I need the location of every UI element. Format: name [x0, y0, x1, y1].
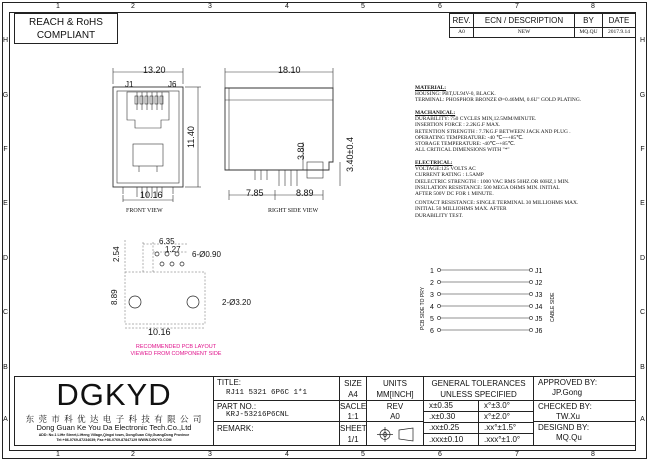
wiring-right-pin: J4 [535, 304, 543, 311]
material-line: TERMINAL: PHOSPHOR BRONZE Ø=0.46MM, 0.6U" GOLD PLATING. [415, 97, 582, 104]
pcb-635-label: 6.35 [159, 237, 175, 246]
approved-label: APPROVED BY: [538, 378, 598, 387]
wiring-left-pin: 6 [430, 328, 434, 335]
mechanical-line: RETENTION STRENGTH : 7.7KG.F BETWEEN JACK AND PLUG . [415, 128, 571, 135]
side-tab-label: 3.40±0.4 [345, 137, 355, 172]
pcb-peg-label: 2-Ø3.20 [222, 298, 251, 307]
side-dim-b-label: 8.89 [296, 188, 314, 198]
mechanical-line: STORAGE TEMPERATURE: -40℃--+85℃. [415, 141, 516, 148]
tolerance-angular: .xxx°±1.0° [478, 433, 534, 446]
side-view-caption: RIGHT SIDE VIEW [268, 208, 319, 214]
part-value: KRJ-53216P6CNL [226, 411, 290, 419]
sheet-value: 1/1 [347, 435, 359, 444]
rev-header: REV. [449, 13, 474, 28]
electrical-line: DURABILITY TEST. [415, 212, 463, 219]
size-cell [339, 376, 367, 401]
checked-cell [533, 400, 636, 422]
ecn-value: NEW [473, 27, 575, 38]
tolerance-angular: x°±2.0° [478, 411, 534, 423]
projection-symbol-icon [367, 422, 425, 447]
wiring-left-pins [430, 266, 434, 338]
wiring-right-label: CABLE SIDE [550, 292, 556, 322]
pcb-254-label: 2.54 [112, 246, 121, 262]
side-height-label: 3.80 [296, 142, 306, 160]
zone-row-label: A [640, 416, 645, 423]
zone-col-label: 6 [438, 3, 442, 10]
size-value: A4 [348, 390, 358, 399]
zone-col-label: 4 [285, 451, 289, 458]
remark-label: REMARK: [217, 424, 254, 433]
sheet-cell [339, 421, 367, 446]
rev-value: A0 [449, 27, 474, 38]
electrical-line: VOLTAGE:125 VOLTS AC [415, 166, 476, 173]
tolerance-linear: .xxx±0.10 [423, 433, 479, 446]
pcb-caption-line1: RECOMMENDED PCB LAYOUT [135, 344, 217, 350]
zone-row-label: C [639, 309, 646, 316]
wiring-right-pins [535, 266, 542, 338]
size-label: SIZE [344, 379, 362, 388]
compliance-box [14, 13, 118, 44]
approved-cell [533, 376, 636, 401]
zone-row-label: D [2, 255, 9, 262]
compliance-line1: REACH & RoHS [29, 17, 103, 28]
part-cell [213, 400, 340, 422]
title-value: RJ11 5321 6P6C 1*1 [226, 389, 308, 397]
wiring-left-pin: 3 [430, 292, 434, 299]
remark-cell [213, 421, 340, 446]
zone-row-label: E [640, 200, 645, 207]
by-value: MQ.QU [574, 27, 603, 38]
mechanical-line: OPERATING TEMPERATURE: -40 ℃---+85℃. [415, 134, 524, 141]
rev-label: REV [386, 402, 404, 411]
front-bottom-label: 10.16 [140, 190, 163, 200]
zone-row-label: C [2, 309, 9, 316]
front-width-label: 13.20 [143, 65, 166, 75]
electrical-line: INSULATION RESISTANCE: 500 MEGA OHMS MIN. INITIAL [415, 184, 560, 191]
zone-row-label: A [3, 416, 8, 423]
company-contact: Tel:+86-0769-87234639; Fax:+86-0769-87847129 WWW.DGKYD.COM [56, 438, 172, 442]
mechanical-spec [415, 110, 571, 153]
electrical-line: AFTER 500V DC FOR 1 MINUTE. [415, 191, 494, 198]
units-label: UNITS [383, 379, 407, 388]
side-dim-a-label: 7.85 [246, 188, 264, 198]
wiring-left-pin: 2 [430, 280, 434, 287]
zone-col-label: 1 [56, 3, 60, 10]
zone-row-label: G [2, 92, 9, 99]
tolerance-linear: .xx±0.25 [423, 422, 479, 434]
zone-col-label: 7 [515, 3, 519, 10]
pcb-caption-line2: VIEWED FROM COMPONENT SIDE [130, 350, 222, 357]
tolerance-header [423, 376, 534, 401]
zone-row-label: D [639, 255, 646, 262]
title-label: TITLE: [217, 378, 242, 387]
wiring-left-pin: 4 [430, 304, 434, 311]
wiring-left-pin: 5 [430, 316, 434, 323]
side-view-drawing [215, 62, 355, 212]
date-header: DATE [602, 13, 636, 28]
zone-row-label: H [2, 37, 9, 44]
title-cell [213, 376, 340, 401]
electrical-spec [415, 160, 578, 219]
approved-value: JP.Gong [552, 388, 583, 397]
zone-col-label: 5 [361, 3, 365, 10]
checked-value: TW.Xu [556, 412, 581, 421]
wiring-left-pin: 1 [430, 268, 434, 275]
rev-value: A0 [390, 412, 400, 421]
side-length-label: 18.10 [278, 65, 301, 75]
company-address: ADD: No.1 LiHe Street,LiHeng Village,Qingxi town, DongGuan City,GuangDong Province [38, 433, 190, 437]
designed-value: MQ.Qu [556, 433, 582, 442]
date-value: 2017.9.14 [602, 27, 636, 38]
wiring-left-label: PCB SIDE TO PRY [420, 286, 426, 330]
wiring-right-pin: J6 [535, 328, 543, 335]
zone-col-label: 6 [438, 451, 442, 458]
mechanical-line: INSERTION FORCE : 2.2KG.F MAX. [415, 122, 501, 129]
by-header: BY [574, 13, 603, 28]
wiring-right-pin: J1 [535, 268, 543, 275]
pcb-width-label: 10.16 [148, 327, 171, 337]
mechanical-title: MACHANICAL: [415, 110, 456, 116]
zone-col-label: 3 [208, 3, 212, 10]
mechanical-line: DURABILITY: 750 CYCLES MIN,12.5MM/MINUTE. [415, 116, 537, 123]
zone-col-label: 3 [208, 451, 212, 458]
front-pin-left-label: J1 [125, 80, 134, 89]
zone-row-label: F [640, 146, 645, 153]
projection-cell [366, 421, 424, 446]
zone-col-label: 8 [591, 3, 595, 10]
mechanical-line: ALL CRITICAL DIMENSIONS WITH "*" [415, 147, 510, 154]
electrical-line: CURRENT RATING : 1.5AMP [415, 172, 484, 179]
zone-col-label: 1 [56, 451, 60, 458]
scale-value: 1:1 [347, 412, 359, 421]
tolerance-linear: x±0.35 [423, 400, 479, 412]
front-view-caption: FRONT VIEW [126, 208, 163, 214]
units-value: MM[INCH] [376, 390, 414, 399]
pcb-caption [116, 344, 236, 357]
front-height-label: 11.40 [186, 126, 196, 148]
zone-col-label: 5 [361, 451, 365, 458]
wiring-right-pin: J5 [535, 316, 543, 323]
checked-label: CHECKED BY: [538, 402, 592, 411]
wiring-diagram [425, 264, 550, 338]
electrical-line: INITIAL 50 MILLIOHMS MAX. AFTER [415, 206, 507, 213]
pcb-127-label: 1.27 [165, 245, 181, 254]
zone-col-label: 7 [515, 451, 519, 458]
material-title: MATERIAL: [415, 85, 447, 91]
wiring-right-pin: J2 [535, 280, 543, 287]
zone-row-label: H [639, 37, 646, 44]
designed-label: DESIGND BY: [538, 423, 590, 432]
zone-row-label: G [639, 92, 646, 99]
units-cell [366, 376, 424, 401]
tolerance-angular: x°±3.0° [478, 400, 534, 412]
compliance-line2: COMPLIANT [36, 30, 96, 41]
zone-col-label: 4 [285, 3, 289, 10]
part-label: PART NO.: [217, 402, 257, 411]
zone-row-label: F [3, 146, 8, 153]
rev-cell [366, 400, 424, 422]
zone-row-label: E [3, 200, 8, 207]
zone-col-label: 2 [131, 451, 135, 458]
company-name-en: Dong Guan Ke You Da Electronic Tech.Co.,Ltd [36, 423, 192, 432]
company-logo: DGKYD [56, 377, 172, 412]
zone-col-label: 2 [131, 3, 135, 10]
scale-label: SACLE [340, 402, 367, 411]
electrical-title: ELECTRICAL: [415, 160, 453, 166]
material-spec [415, 85, 581, 104]
material-line: HOUSING: PBT,UL94V-0, BLACK. [415, 91, 496, 98]
electrical-line: CONTACT RESISTANCE: SINGLE TERMINAL 30 MILLIOHMS MAX. [415, 200, 579, 207]
tolerance-angular: .xx°±1.5° [478, 422, 534, 434]
zone-row-label: B [640, 364, 645, 371]
ecn-header: ECN / DESCRIPTION [473, 13, 575, 28]
company-name-cn: 东 莞 市 科 优 达 电 子 科 技 有 限 公 司 [25, 414, 203, 424]
zone-col-label: 8 [591, 451, 595, 458]
wiring-right-pin: J3 [535, 292, 543, 299]
tolerance-linear: .x±0.30 [423, 411, 479, 423]
designed-cell [533, 421, 636, 446]
pcb-height-label: 8.89 [110, 289, 119, 305]
tolerance-title-1: GENERAL TOLERANCES [431, 379, 526, 388]
scale-cell [339, 400, 367, 422]
front-pin-right-label: J6 [168, 80, 177, 89]
electrical-line: DIELECTRIC STRENGTH : 1000 VAC RMS 50HZ.OR 60HZ,1 MIN. [415, 178, 570, 185]
zone-row-label: B [3, 364, 8, 371]
sheet-label: SHEET [340, 424, 367, 433]
tolerance-title-2: UNLESS SPECIFIED [440, 390, 517, 399]
pcb-hole-label: 6-Ø0.90 [192, 250, 221, 259]
